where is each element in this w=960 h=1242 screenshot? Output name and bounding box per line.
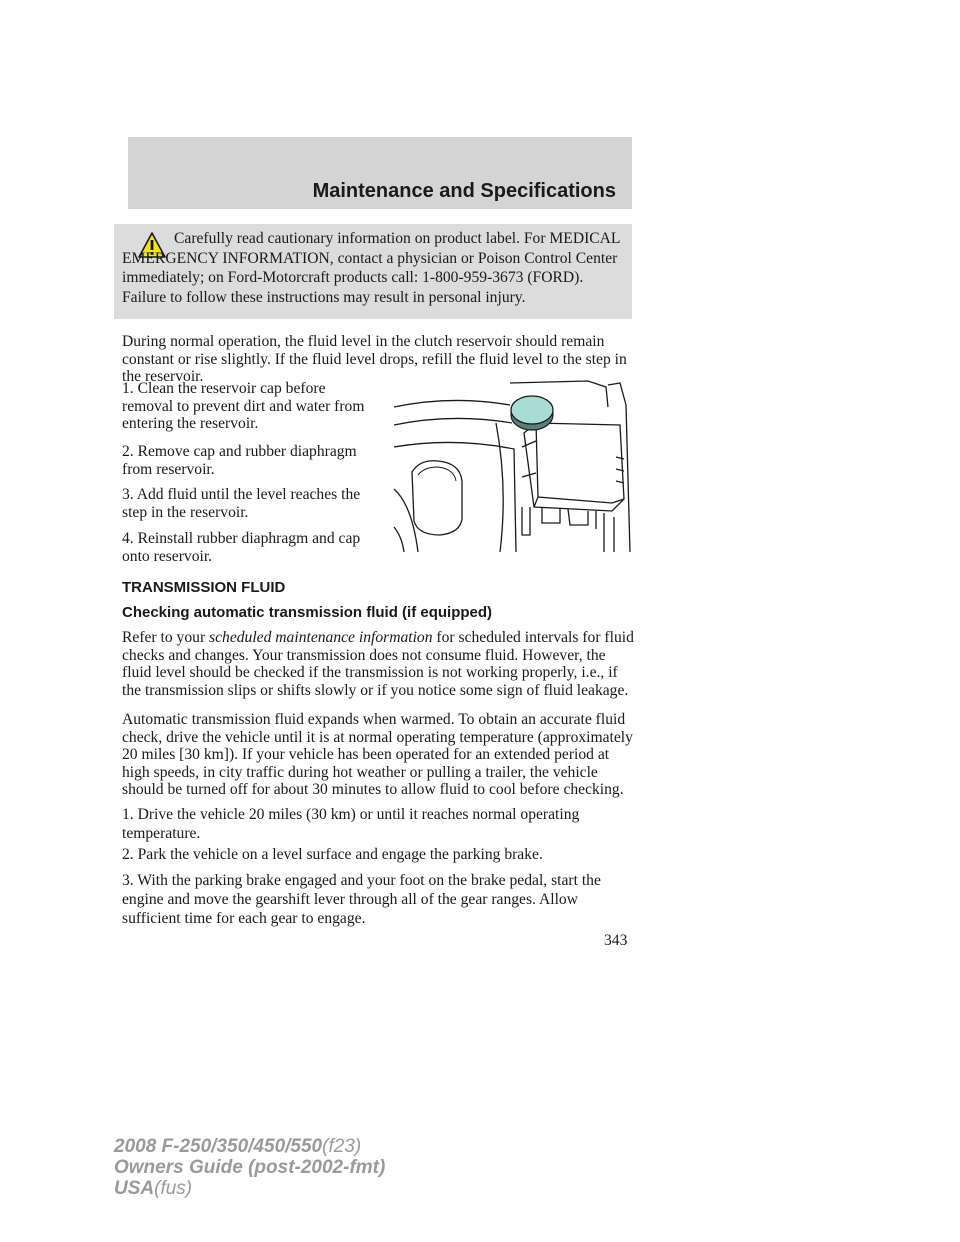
footer-guide: Owners Guide (post-2002-fmt)	[114, 1157, 386, 1178]
header-band	[128, 137, 632, 209]
checking-atf-subheading: Checking automatic transmission fluid (if equipped)	[122, 604, 493, 621]
footer-market-code: (fus)	[154, 1178, 193, 1199]
clutch-step-2: 2. Remove cap and rubber diaphragm from reservoir.	[122, 443, 357, 478]
page-section-title: Maintenance and Specifications	[312, 180, 616, 202]
clutch-step-1: 1. Clean the reservoir cap before removal to prevent dirt and water from entering the reservoir.	[122, 380, 365, 432]
clutch-step-3: 3. Add fluid until the level reaches the step in the reservoir.	[122, 486, 361, 521]
refer-rest: for scheduled intervals for fluid checks and changes. Your transmission does not consume fluid. However, the fluid level should be checked if the transmission is not working properly, i.e., if the transmission slips or shifts slowly or if you notice some sign of fluid leakage.	[122, 629, 634, 699]
fluid-expands-paragraph: Automatic transmission fluid expands when warmed. To obtain an accurate fluid check, drive the vehicle until it is at normal operating temperature (approximately 20 miles [30 km]). If your vehicle has been operated for an extended period at high speeds, in city traffic during hot weather or pulling a trailer, the vehicle should be turned off for about 30 minutes to allow fluid to cool before checking.	[122, 711, 633, 798]
clutch-intro-paragraph: During normal operation, the fluid level in the clutch reservoir should remain constant or rise slightly. If the fluid level drops, refill the fluid level to the step in the reservoir.	[122, 333, 627, 385]
footer-market: USA	[114, 1178, 155, 1199]
trans-step-3: 3. With the parking brake engaged and your foot on the brake pedal, start the engine and move the gearshift lever through all of the gear ranges. Allow sufficient time for each gear to engage.	[122, 872, 601, 927]
warning-box	[114, 224, 632, 319]
refer-paragraph	[122, 629, 638, 699]
warning-text: Carefully read cautionary information on product label. For MEDICAL EMERGENCY INFORMATION, contact a physician or Poison Control Center immediately; on Ford-Motorcraft products call: 1-800-959-3673 (FORD). Failure to follow these instructions may result in personal injury.	[122, 230, 620, 306]
footer-model: 2008 F-250/350/450/550	[114, 1136, 323, 1157]
clutch-reservoir-illustration	[392, 377, 634, 552]
trans-step-1: 1. Drive the vehicle 20 miles (30 km) or until it reaches normal operating temperature.	[122, 806, 580, 842]
footer-model-code: (f23)	[322, 1136, 362, 1157]
transmission-fluid-heading: TRANSMISSION FLUID	[122, 579, 286, 596]
clutch-step-4: 4. Reinstall rubber diaphragm and cap onto reservoir.	[122, 530, 361, 565]
trans-step-2: 2. Park the vehicle on a level surface and engage the parking brake.	[122, 846, 543, 863]
document-footer	[114, 1136, 385, 1199]
refer-lead: Refer to your	[122, 629, 210, 646]
page-number: 343	[604, 932, 628, 949]
scheduled-maintenance-reference: scheduled maintenance information	[209, 629, 433, 646]
